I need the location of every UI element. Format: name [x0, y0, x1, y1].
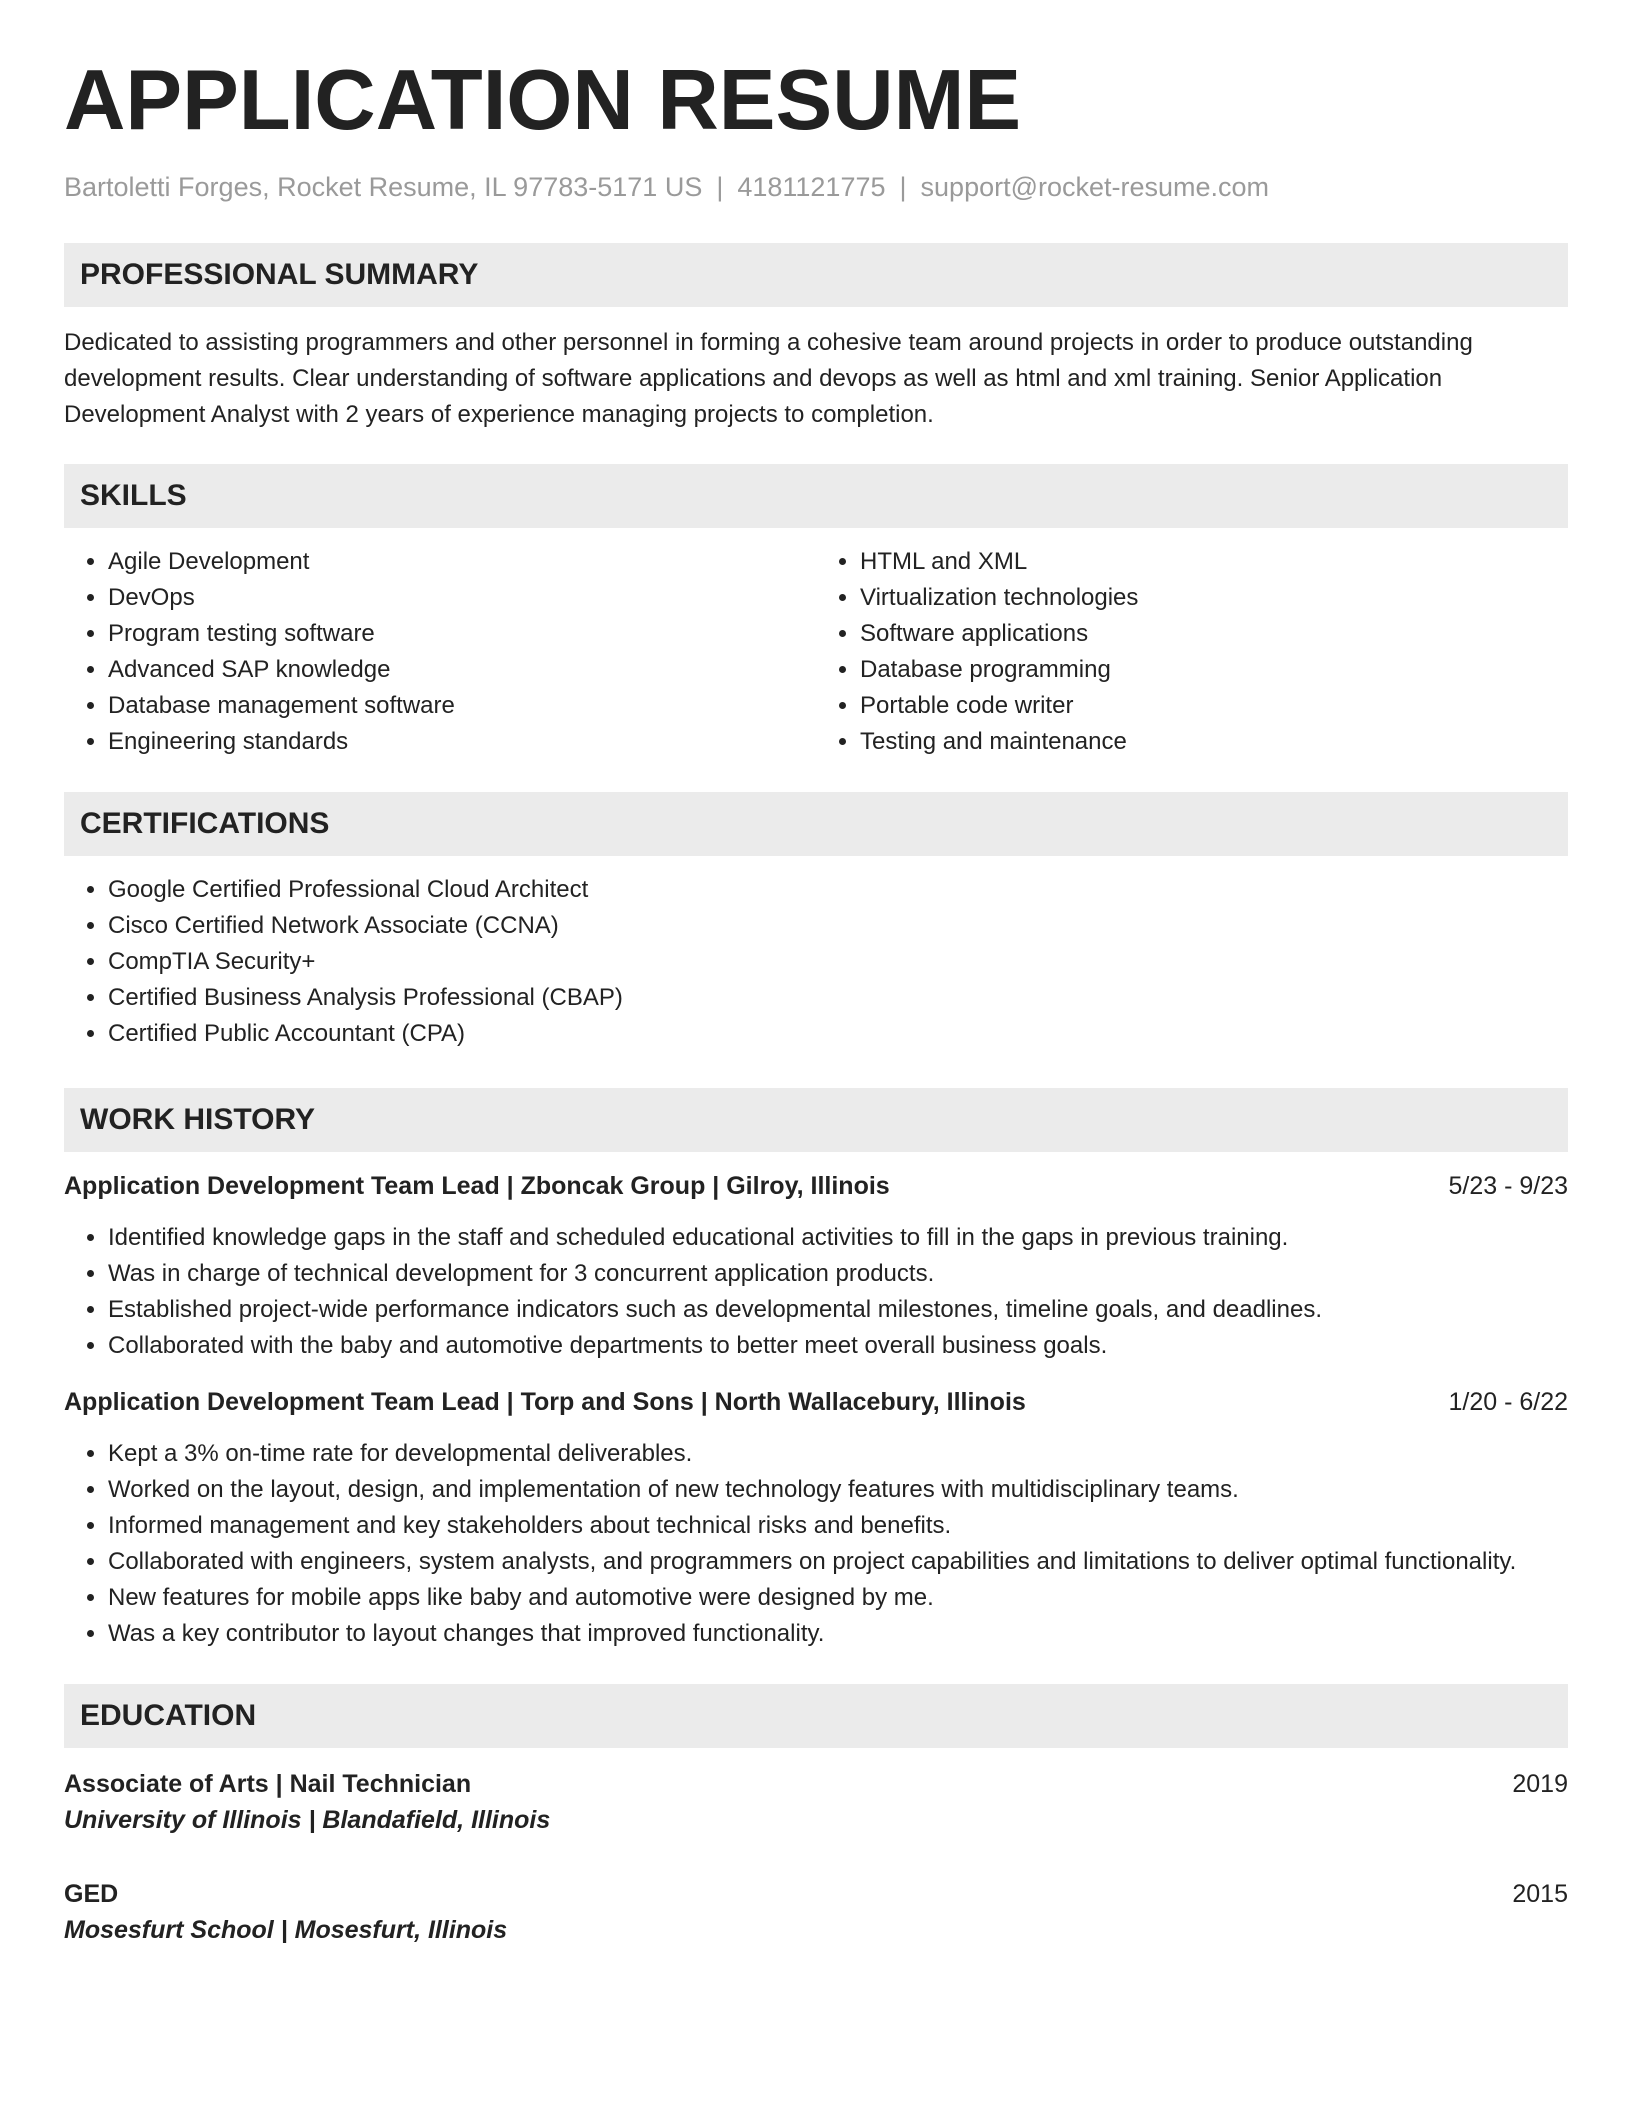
skill-item: • Database management software: [108, 688, 816, 724]
job-entry: [64, 1384, 1568, 1652]
skills-list-right: [816, 544, 1568, 760]
job-bullet: • New features for mobile apps like baby and automotive were designed by me.: [108, 1580, 1568, 1616]
education-year: 2019: [1512, 1770, 1568, 1799]
education-header: [64, 1766, 1568, 1802]
contact-separator: |: [716, 172, 724, 202]
education-school: Mosesfurt School | Mosesfurt, Illinois: [64, 1916, 508, 1945]
education-entry: [64, 1876, 1568, 1948]
job-header: [64, 1384, 1568, 1420]
job-header: [64, 1168, 1568, 1204]
education-entry: [64, 1766, 1568, 1838]
education-year: 2015: [1512, 1880, 1568, 1909]
skill-item: • Database programming: [860, 652, 1568, 688]
contact-separator: |: [899, 172, 907, 202]
section-header-summary: PROFESSIONAL SUMMARY: [64, 243, 1568, 307]
job-entry: [64, 1168, 1568, 1364]
section-header-work-history: WORK HISTORY: [64, 1088, 1568, 1152]
job-bullet: • Collaborated with the baby and automotive departments to better meet overall business goals.: [108, 1328, 1568, 1364]
skills-grid: [64, 544, 1568, 760]
section-header-skills: SKILLS: [64, 464, 1568, 528]
skill-item: • Testing and maintenance: [860, 724, 1568, 760]
job-bullet: • Worked on the layout, design, and implementation of new technology features with multidisciplinary teams.: [108, 1472, 1568, 1508]
skill-item: • Agile Development: [108, 544, 816, 580]
section-header-certifications: CERTIFICATIONS: [64, 792, 1568, 856]
job-bullet: • Established project-wide performance indicators such as developmental milestones, timeline goals, and deadlines.: [108, 1292, 1568, 1328]
skill-item: • Virtualization technologies: [860, 580, 1568, 616]
job-bullet: • Kept a 3% on-time rate for developmental deliverables.: [108, 1436, 1568, 1472]
job-dates: 1/20 - 6/22: [1448, 1388, 1568, 1417]
job-bullets: [64, 1220, 1568, 1364]
contact-address: Bartoletti Forges, Rocket Resume, IL 97783-5171 US: [64, 172, 703, 202]
contact-phone: 4181121775: [737, 172, 886, 202]
certifications-list: [64, 872, 1568, 1052]
education-degree: GED: [64, 1880, 119, 1909]
job-bullets: [64, 1436, 1568, 1652]
job-dates: 5/23 - 9/23: [1448, 1172, 1568, 1201]
job-title: Application Development Team Lead | Torp and Sons | North Wallacebury, Illinois: [64, 1388, 1026, 1417]
job-title: Application Development Team Lead | Zboncak Group | Gilroy, Illinois: [64, 1172, 890, 1201]
skill-item: • Advanced SAP knowledge: [108, 652, 816, 688]
resume-title: APPLICATION RESUME: [64, 53, 1022, 148]
certification-item: • Cisco Certified Network Associate (CCNA): [108, 908, 1568, 944]
skill-item: • Software applications: [860, 616, 1568, 652]
job-bullet: • Was a key contributor to layout changes that improved functionality.: [108, 1616, 1568, 1652]
skill-item: • Program testing software: [108, 616, 816, 652]
skill-item: • HTML and XML: [860, 544, 1568, 580]
job-bullet: • Informed management and key stakeholders about technical risks and benefits.: [108, 1508, 1568, 1544]
job-bullet: • Identified knowledge gaps in the staff and scheduled educational activities to fill in the gaps in previous training.: [108, 1220, 1568, 1256]
section-header-education: EDUCATION: [64, 1684, 1568, 1748]
contact-line: [64, 171, 1568, 203]
education-header: [64, 1876, 1568, 1912]
certification-item: • Certified Business Analysis Professional (CBAP): [108, 980, 1568, 1016]
skills-list-left: [64, 544, 816, 760]
certification-item: • CompTIA Security+: [108, 944, 1568, 980]
job-bullet: • Was in charge of technical development for 3 concurrent application products.: [108, 1256, 1568, 1292]
summary-text: Dedicated to assisting programmers and other personnel in forming a cohesive team around projects in order to produce outstanding development results. Clear understanding of software applications and devops as well as html and xml training. Senior Application Development Analyst with 2 years of experience managing projects to completion.: [64, 329, 1473, 429]
skill-item: • Engineering standards: [108, 724, 816, 760]
certification-item: • Google Certified Professional Cloud Architect: [108, 872, 1568, 908]
certification-item: • Certified Public Accountant (CPA): [108, 1016, 1568, 1052]
contact-email: support@rocket-resume.com: [920, 172, 1270, 202]
education-degree: Associate of Arts | Nail Technician: [64, 1770, 472, 1799]
education-school: University of Illinois | Blandafield, Illinois: [64, 1806, 551, 1835]
job-bullet: • Collaborated with engineers, system analysts, and programmers on project capabilities and limitations to deliver optimal functionality.: [108, 1544, 1568, 1580]
skill-item: • DevOps: [108, 580, 816, 616]
skill-item: • Portable code writer: [860, 688, 1568, 724]
